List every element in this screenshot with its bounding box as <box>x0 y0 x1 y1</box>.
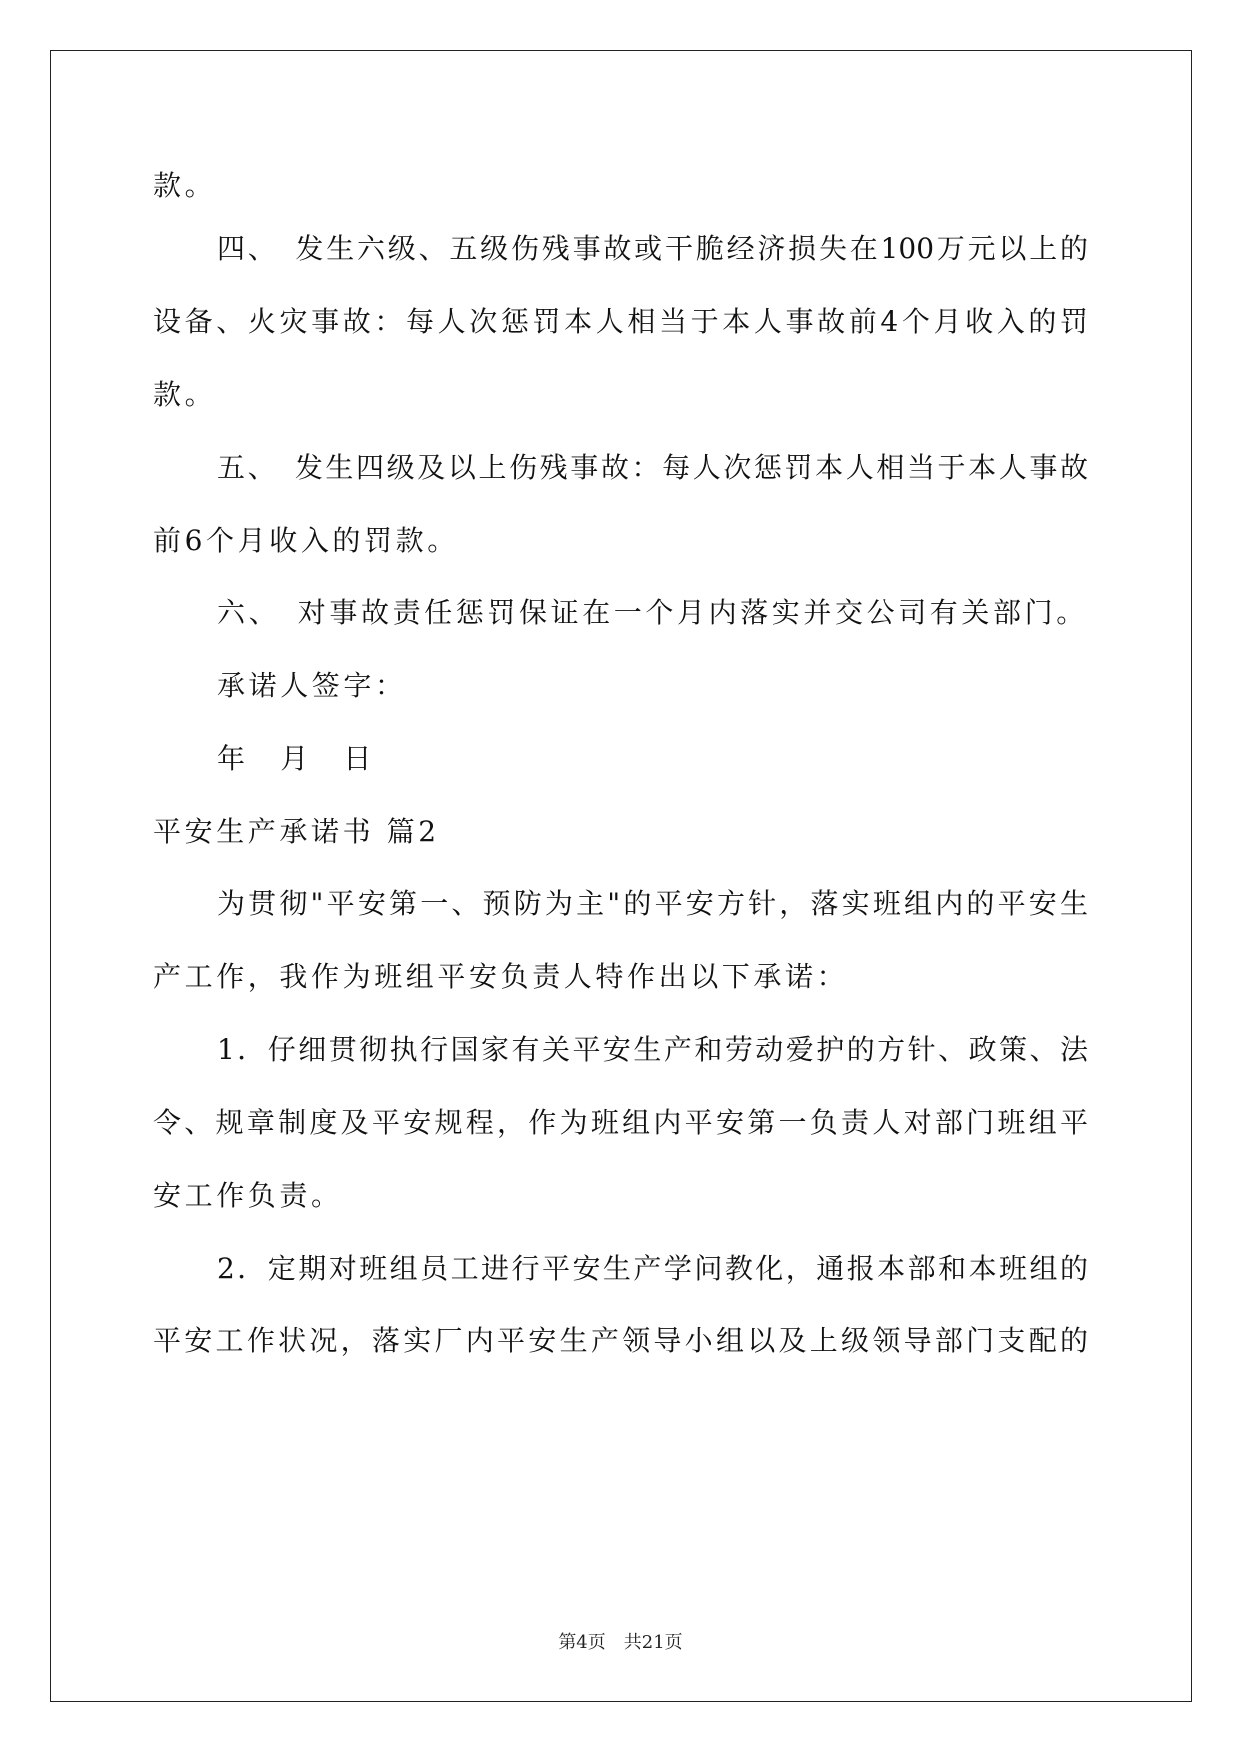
paragraph-line: 安工作负责。 <box>153 1179 343 1212</box>
paragraph-line: 令、规章制度及平安规程，作为班组内平安第一负责人对部门班组平 <box>153 1106 1088 1139</box>
date-line: 年 月 日 <box>217 742 376 775</box>
paragraph-line: 产工作，我作为班组平安负责人特作出以下承诺： <box>153 960 849 993</box>
paragraph-line: 六、 对事故责任惩罚保证在一个月内落实并交公司有关部门。 <box>217 596 1088 629</box>
paragraph-line: 1．仔细贯彻执行国家有关平安生产和劳动爱护的方针、政策、法 <box>217 1033 1088 1066</box>
signature-label: 承诺人签字： <box>217 669 407 702</box>
paragraph-line: 五、 发生四级及以上伤残事故：每人次惩罚本人相当于本人事故 <box>217 451 1088 484</box>
page-number-footer: 第4页 共21页 <box>558 1632 683 1653</box>
paragraph-line: 前6个月收入的罚款。 <box>153 524 459 557</box>
page-border <box>50 50 1192 1702</box>
paragraph-line: 设备、火灾事故：每人次惩罚本人相当于本人事故前4个月收入的罚 <box>153 305 1088 338</box>
paragraph-line: 款。 <box>153 378 217 411</box>
paragraph-line: 为贯彻"平安第一、预防为主"的平安方针，落实班组内的平安生 <box>217 887 1088 920</box>
paragraph-line: 2．定期对班组员工进行平安生产学问教化，通报本部和本班组的 <box>217 1252 1088 1285</box>
paragraph-line: 平安工作状况，落实厂内平安生产领导小组以及上级领导部门支配的 <box>153 1324 1088 1357</box>
paragraph-line: 款。 <box>153 169 217 202</box>
paragraph-line: 四、 发生六级、五级伤残事故或干脆经济损失在100万元以上的 <box>217 232 1088 265</box>
section-heading: 平安生产承诺书 篇2 <box>153 815 440 848</box>
